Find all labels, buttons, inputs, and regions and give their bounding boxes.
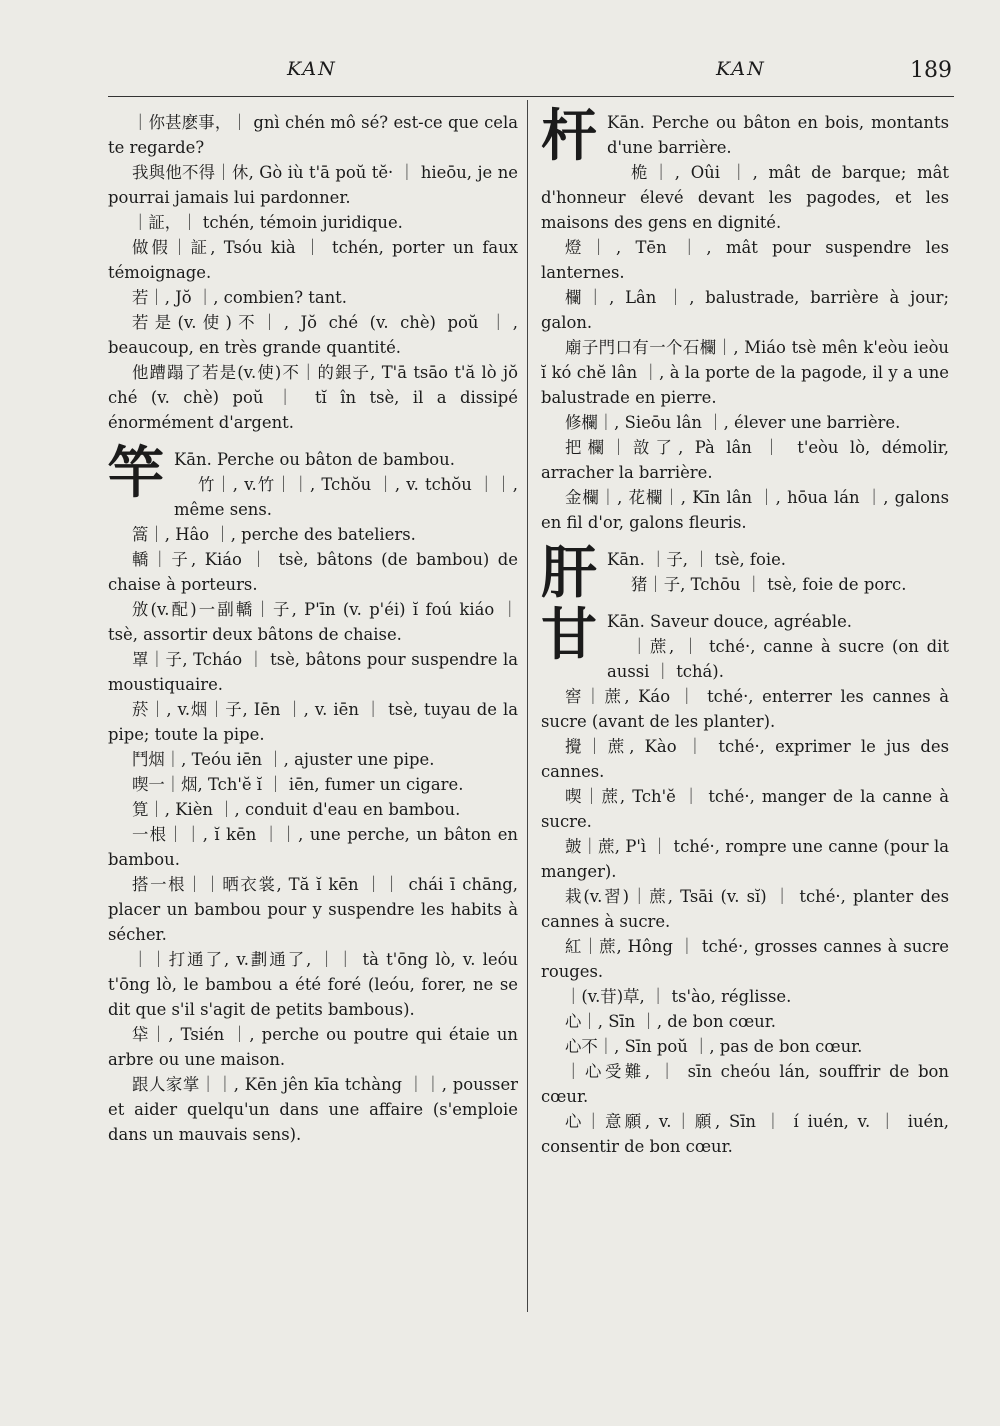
entry-text: 菸｜, v.烟｜子, Iēn ｜, v. iēn ｜ tsè, tuyau de la pipe; toute la pipe. [108,700,518,744]
running-head-right: KAN [716,58,766,80]
entry-text: 喫｜蔗, Tch'ĕ ｜ tché·, manger de la canne à sucre. [541,787,949,831]
entry-text: 心｜, Sīn ｜, de bon cœur. [565,1012,776,1031]
entry-text: 跟人家掌｜｜, Kēn jên kīa tchàng ｜｜, pousser et aider quelqu'un dans une affaire (s'emploie dans un mauvais sens). [108,1075,518,1144]
entry-text: Kān. Saveur douce, agréable. [607,612,852,631]
right-column [541,104,949,1159]
dictionary-entry [108,235,518,285]
dictionary-entry [108,285,518,310]
entry-text: 桅｜, Oûi ｜, mât de barque; mât d'honneur élevé devant les pagodes, et les maisons des gens en dignité. [541,163,949,232]
dictionary-entry [108,1022,518,1072]
entry-text: 把欄｜敨了, Pà lân ｜ t'eòu lò, démolir, arracher la barrière. [541,438,949,482]
entry-text: 若是(v.使)不｜, Jŏ ché (v. chè) poŭ ｜, beaucoup, en très grande quantité. [108,313,518,357]
dictionary-entry [108,472,518,522]
entry-text: Kān. ｜子, ｜ tsè, foie. [607,550,787,569]
dictionary-entry [108,160,518,210]
dictionary-entry [541,285,949,335]
dictionary-entry [108,647,518,697]
entry-text: 轎｜子, Kiáo ｜ tsè, bâtons (de bambou) de chaise à porteurs. [108,550,518,594]
entry-text: 喫一｜烟, Tch'ĕ ĭ ｜ iēn, fumer un cigare. [132,775,464,794]
entry-text: ｜証，｜ tchén, témoin juridique. [132,213,403,232]
dictionary-entry [541,884,949,934]
dictionary-entry [541,684,949,734]
entry-text: 欄｜, Lân ｜, balustrade, barrière à jour; galon. [541,288,949,332]
dictionary-entry [541,235,949,285]
dictionary-entry [108,547,518,597]
entry-text: 罩｜子, Tcháo ｜ tsè, bâtons pour suspendre la moustiquaire. [108,650,518,694]
head-character: 竿 [108,441,164,506]
entry-text: Kān. Perche ou bâton en bois, montants d'une barrière. [607,113,949,157]
dictionary-entry [541,1059,949,1109]
dictionary-entry [541,834,949,884]
entry-text: 攪｜蔗, Kào ｜ tché·, exprimer le jus des cannes. [541,737,949,781]
dictionary-entry [541,1034,949,1059]
dictionary-entry [541,435,949,485]
dictionary-entry [541,104,949,169]
dictionary-entry [108,872,518,947]
dictionary-entry [108,697,518,747]
dictionary-entry [108,747,518,772]
entry-text: 廟子門口有一个石欄｜, Miáo tsè mên k'eòu ieòu ĭ kó chĕ lân ｜, à la porte de la pagode, il y a une balustrade en pierre. [541,338,949,407]
entry-text: 攽(v.配)一副轎｜子, P'īn (v. p'éi) ĭ foú kiáo ｜ tsè, assortir deux bâtons de chaise. [108,600,518,644]
dictionary-entry [108,522,518,547]
entry-text: ｜你甚麽事，｜ gnì chén mô sé? est-ce que cela te regarde? [108,113,518,157]
dictionary-entry [108,947,518,1022]
entry-text: 一根｜｜, ĭ kēn ｜｜, une perche, un bâton en bambou. [108,825,518,869]
dictionary-entry [541,485,949,535]
dictionary-entry [541,784,949,834]
left-column [108,110,518,1147]
entry-text: ｜｜打通了, v.劃通了, ｜｜ tà t'ōng lò, v. leóu t'ōng lò, le bambou a été foré (leóu, forer, ne se dit que s'il s'agit de petits bambous). [108,950,518,1019]
dictionary-entry [108,797,518,822]
head-character: 杆 [541,104,597,169]
entry-text: 栽(v.習)｜蔗, Tsāi (v. sĭ) ｜ tché·, planter des cannes à sucre. [541,887,949,931]
dictionary-entry [108,210,518,235]
entry-text: 窖｜蔗, Káo ｜ tché·, enterrer les cannes à sucre (avant de les planter). [541,687,949,731]
dictionary-entry [541,1109,949,1159]
column-divider [527,100,528,1312]
dictionary-entry [541,572,949,597]
entry-text: 他蹧蹋了若是(v.使)不｜的銀子, T'ā tsāo t'ă lò jŏ ché (v. chè) poŭ ｜ tĭ în tsè, il a dissipé énormément d'argent. [108,363,518,432]
dictionary-entry [108,360,518,435]
entry-text: 牮｜, Tsién ｜, perche ou poutre qui étaie un arbre ou une maison. [108,1025,518,1069]
dictionary-entry [108,597,518,647]
entry-text: ｜心受難, ｜ sīn cheóu lán, souffrir de bon cœur. [541,1062,949,1106]
dictionary-entry [541,734,949,784]
head-character: 肝 [541,541,597,606]
entry-text: 修欄｜, Sieōu lân ｜, élever une barrière. [565,413,901,432]
entry-text: 筧｜, Kièn ｜, conduit d'eau en bambou. [132,800,461,819]
entry-text: ｜蔗, ｜ tché·, canne à sucre (on dit aussi ｜ tchá). [607,637,949,681]
header-rule [108,96,954,97]
entry-text: 金欄｜, 花欄｜, Kīn lân ｜, hōua lán ｜, galons en fil d'or, galons fleuris. [541,488,949,532]
running-head-left: KAN [287,58,337,80]
page-number: 189 [910,58,952,83]
entry-text: 若｜, Jŏ ｜, combien? tant. [132,288,347,307]
entry-text: 做假｜証, Tsóu kià ｜ tchén, porter un faux témoignage. [108,238,518,282]
entry-text: 鬥烟｜, Teóu iēn ｜, ajuster une pipe. [132,750,435,769]
dictionary-entry [108,772,518,797]
entry-text: 心不｜, Sīn poŭ ｜, pas de bon cœur. [565,1037,863,1056]
dictionary-entry [541,1009,949,1034]
dictionary-entry [108,1072,518,1147]
entry-text: 篙｜, Hâo ｜, perche des bateliers. [132,525,416,544]
entry-text: 紅｜蔗, Hông ｜ tché·, grosses cannes à sucre rouges. [541,937,949,981]
entry-text: 搭一根｜｜晒衣裳, Tă ĭ kēn ｜｜ chái ī chāng, placer un bambou pour y suspendre les habits à sécher. [108,875,518,944]
head-character: 甘 [541,603,597,668]
entry-text: 我與他不得｜休, Gò iù t'ā poŭ tĕ· ｜ hieōu, je ne pourrai jamais lui pardonner. [108,163,518,207]
entry-text: 心｜意願, v.｜願, Sīn ｜ í iuén, v. ｜ iuén, consentir de bon cœur. [541,1112,949,1156]
entry-text: Kān. Perche ou bâton de bambou. [174,450,455,469]
dictionary-entry [541,984,949,1009]
dictionary-entry [108,110,518,160]
dictionary-entry [541,410,949,435]
entry-text: 皷｜蔗, P'ì ｜ tché·, rompre une canne (pour la manger). [541,837,949,881]
entry-text: 猪｜子, Tchōu ｜ tsè, foie de porc. [631,575,907,594]
entry-text: 燈｜, Tēn ｜, mât pour suspendre les lanternes. [541,238,949,282]
dictionary-entry [108,822,518,872]
entry-text: ｜(v.苷)草, ｜ ts'ào, réglisse. [565,987,792,1006]
entry-text: 竹｜, v.竹｜｜, Tchŏu ｜, v. tchŏu ｜｜, même sens. [174,475,518,519]
dictionary-entry [541,634,949,684]
dictionary-entry [541,160,949,235]
dictionary-entry [108,310,518,360]
dictionary-entry [541,335,949,410]
dictionary-entry [541,934,949,984]
